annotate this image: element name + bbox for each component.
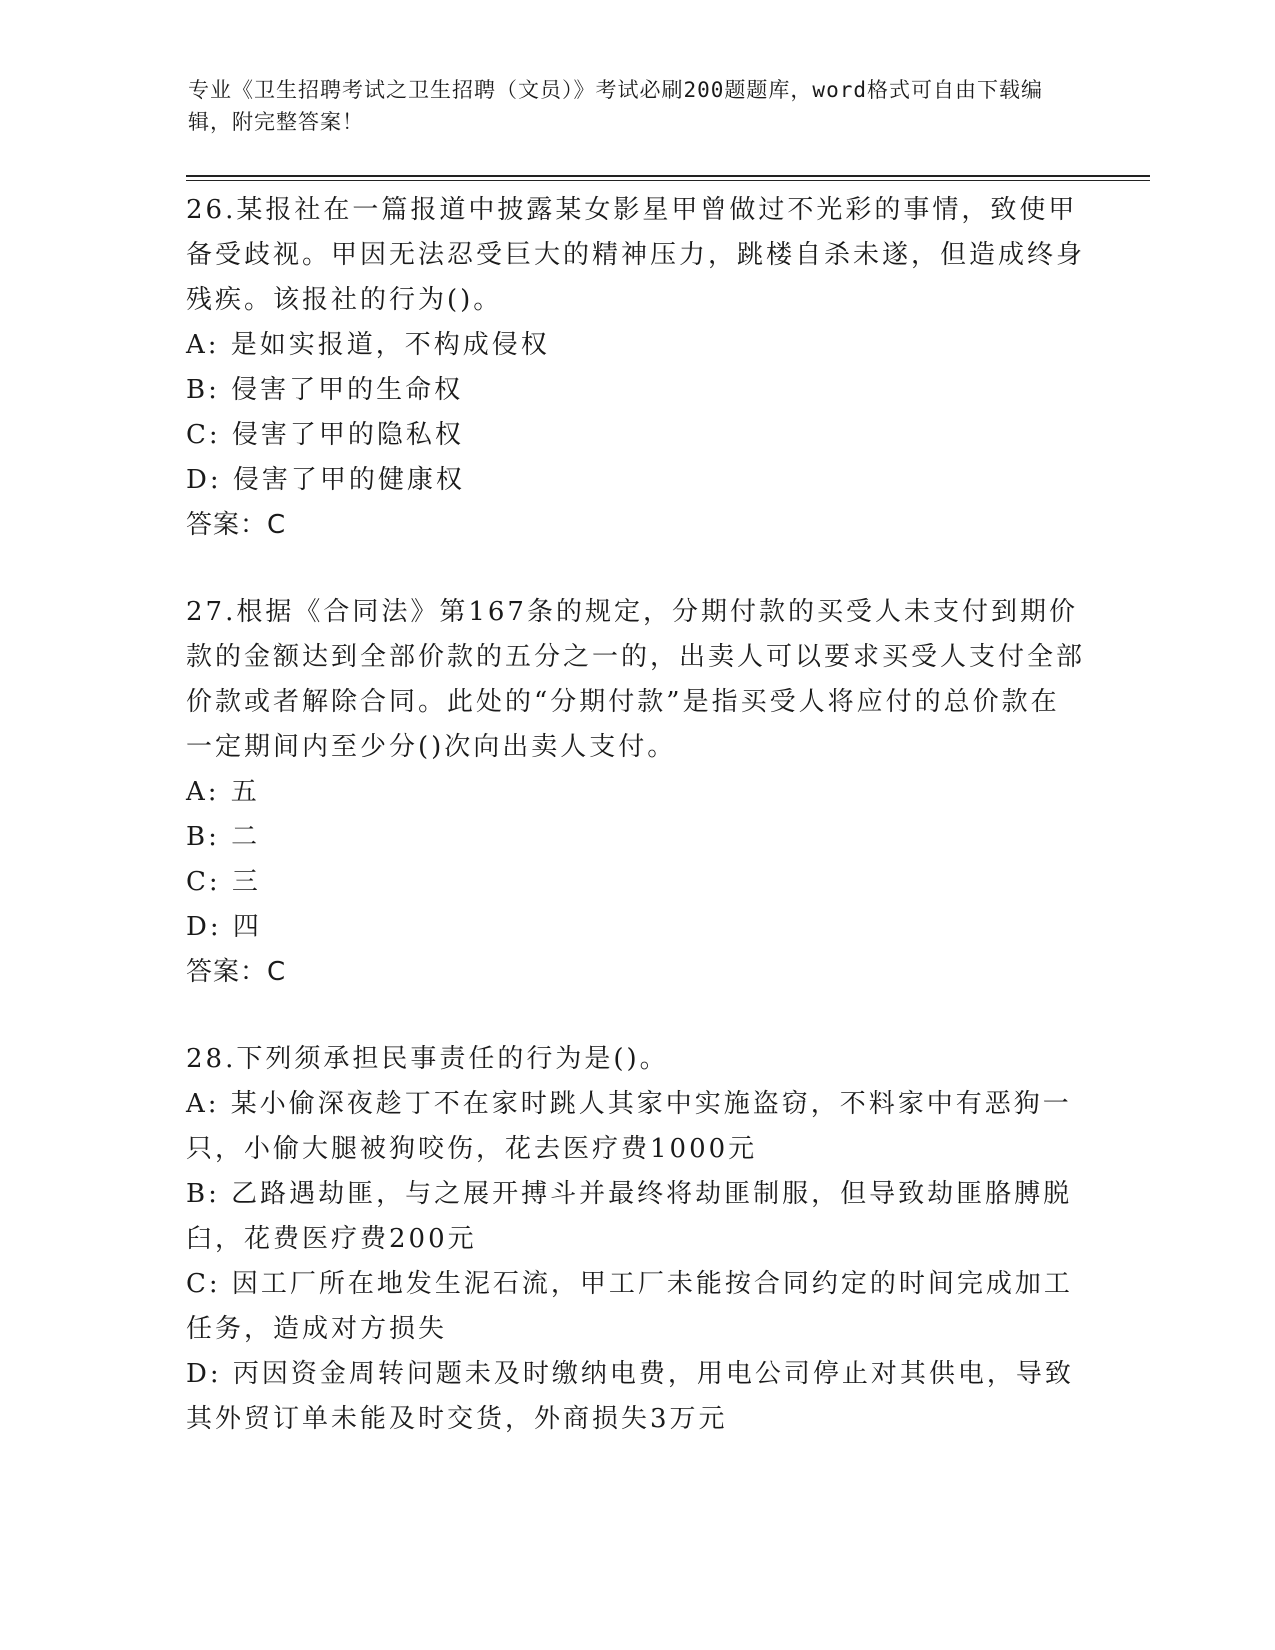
- option-d: D: 四: [186, 912, 262, 942]
- option-b: B: 侵害了甲的生命权: [186, 375, 464, 405]
- option-b: B: 乙路遇劫匪，与之展开搏斗并最终将劫匪制服，但导致劫匪胳膊脱臼，花费医疗费200元: [186, 1179, 1073, 1254]
- question-26: [186, 188, 1086, 548]
- question-spacer: [186, 995, 1086, 1037]
- question-spacer: [186, 548, 1086, 590]
- option-d: D: 侵害了甲的健康权: [186, 465, 465, 495]
- answer-label: 答案：C: [186, 957, 287, 987]
- question-27: [186, 590, 1086, 995]
- option-d: D: 丙因资金周转问题未及时缴纳电费，用电公司停止对其供电，导致其外贸订单未能及时交货，外商损失3万元: [186, 1359, 1074, 1434]
- question-stem: 27.根据《合同法》第167条的规定，分期付款的买受人未支付到期价款的金额达到全部价款的五分之一的，出卖人可以要求买受人支付全部价款或者解除合同。此处的“分期付款”是指买受人将应付的总价款在一定期间内至少分()次向出卖人支付。: [186, 597, 1086, 762]
- header-divider-thin: [186, 180, 1150, 181]
- question-stem: 28.下列须承担民事责任的行为是()。: [186, 1044, 669, 1074]
- option-c: C: 三: [186, 867, 261, 897]
- answer-label: 答案：C: [186, 510, 287, 540]
- option-a: A: 五: [186, 777, 260, 807]
- question-stem: 26.某报社在一篇报道中披露某女影星甲曾做过不光彩的事情，致使甲备受歧视。甲因无法忍受巨大的精神压力，跳楼自杀未遂，但造成终身残疾。该报社的行为()。: [186, 195, 1086, 315]
- question-28: [186, 1037, 1086, 1442]
- document-header: 专业《卫生招聘考试之卫生招聘（文员）》考试必刷200题题库，word格式可自由下载编辑，附完整答案！: [188, 78, 1043, 134]
- header-divider-thick: [186, 175, 1150, 177]
- option-a: A: 某小偷深夜趁丁不在家时跳人其家中实施盗窃，不料家中有恶狗一只，小偷大腿被狗咬伤，花去医疗费1000元: [186, 1089, 1072, 1164]
- option-a: A: 是如实报道，不构成侵权: [186, 330, 550, 360]
- option-c: C: 侵害了甲的隐私权: [186, 420, 464, 450]
- option-b: B: 二: [186, 822, 261, 852]
- question-list: [186, 188, 1086, 1442]
- option-c: C: 因工厂所在地发生泥石流，甲工厂未能按合同约定的时间完成加工任务，造成对方损失: [186, 1269, 1073, 1344]
